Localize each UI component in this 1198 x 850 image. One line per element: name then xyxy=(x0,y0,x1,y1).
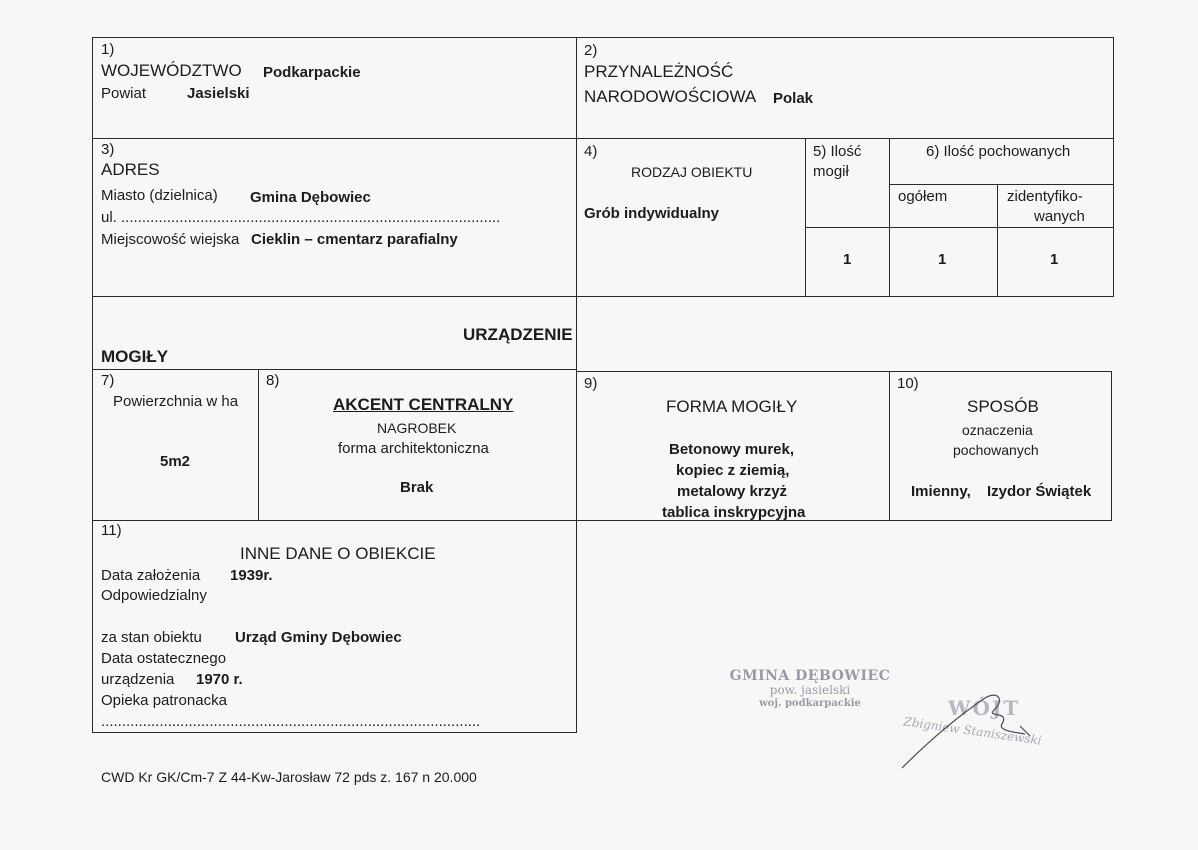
section-10-number: 10) xyxy=(897,375,919,392)
handwritten-signature xyxy=(890,690,1060,770)
pochowanych-label: pochowanych xyxy=(953,442,1039,458)
section-9-number: 9) xyxy=(584,375,598,392)
powierzchnia-value: 5m2 xyxy=(160,453,191,470)
zidentyfikowanych-label-1: zidentyfiko- xyxy=(1007,188,1083,205)
stamp-line-2: pow. jasielski xyxy=(769,683,851,697)
stamp-line-3: woj. podkarpackie xyxy=(759,698,861,709)
urzadzenia-label: urządzenia xyxy=(101,671,175,688)
sposob-value-1: Imienny, xyxy=(911,483,971,500)
powiat-label: Powiat xyxy=(101,85,147,102)
section-6-col-divider xyxy=(997,184,998,297)
section-7-box xyxy=(92,369,259,521)
data-ostatecznego-label: Data ostatecznego xyxy=(101,650,227,667)
sposob-label: SPOSÓB xyxy=(967,397,1039,416)
section-11-number: 11) xyxy=(101,522,122,539)
forma-mogily-line-4: tablica inskrypcyjna xyxy=(662,504,806,521)
przynaleznosc-label: PRZYNALEŻNOŚĆ xyxy=(584,62,734,81)
section-1-number: 1) xyxy=(101,41,115,58)
section-5-divider xyxy=(805,227,890,228)
za-stan-value: Urząd Gminy Dębowiec xyxy=(235,629,402,646)
forma-mogily-label: FORMA MOGIŁY xyxy=(666,397,798,416)
opieka-patronacka-label: Opieka patronacka xyxy=(101,692,227,709)
urzadzenie-label: URZĄDZENIE xyxy=(463,325,573,344)
data-ostatecznego-value: 1970 r. xyxy=(196,671,243,688)
oznaczenia-label: oznaczenia xyxy=(962,422,1033,438)
powiat-value: Jasielski xyxy=(187,85,250,102)
odpowiedzialny-label: Odpowiedzialny xyxy=(101,587,207,604)
forma-mogily-line-1: Betonowy murek, xyxy=(669,441,795,458)
forma-architektoniczna-label: forma architektoniczna xyxy=(338,440,489,457)
adres-title: ADRES xyxy=(101,160,160,179)
section-2-number: 2) xyxy=(584,42,598,59)
wojt-stamp-title: WÓJT xyxy=(948,696,1021,720)
wojewodztwo-label: WOJEWÓDZTWO xyxy=(101,61,242,80)
miejscowosc-label: Miejscowość wiejska xyxy=(101,231,240,248)
ilosc-mogil-label: 5) Ilość xyxy=(813,143,862,160)
mogil-label: mogił xyxy=(813,163,849,180)
forma-mogily-line-2: kopiec z ziemią, xyxy=(676,462,790,479)
municipality-stamp xyxy=(720,668,900,710)
forma-mogily-line-3: metalowy krzyż xyxy=(677,483,788,500)
rodzaj-obiektu-value: Grób indywidualny xyxy=(584,205,720,222)
nagrobek-label: NAGROBEK xyxy=(377,420,457,436)
signatory-name: Zbigniew Staniszewski xyxy=(902,714,1043,748)
data-zalozenia-label: Data założenia xyxy=(101,567,201,584)
section-6-row-divider xyxy=(889,227,1114,228)
section-6-header-divider xyxy=(889,184,1114,185)
mogily-label: MOGIŁY xyxy=(101,347,169,366)
rodzaj-obiektu-label: RODZAJ OBIEKTU xyxy=(631,164,753,180)
footer-print-code: CWD Kr GK/Cm-7 Z 44-Kw-Jarosław 72 pds z. 167 n 20.000 xyxy=(101,769,477,785)
data-zalozenia-value: 1939r. xyxy=(230,567,273,584)
powierzchnia-label: Powierzchnia w ha xyxy=(113,393,239,410)
wojewodztwo-value: Podkarpackie xyxy=(263,64,361,81)
miasto-label: Miasto (dzielnica) xyxy=(101,187,218,204)
sposob-value-2: Izydor Świątek xyxy=(987,483,1092,500)
section-4-number: 4) xyxy=(584,143,598,160)
section-8-number: 8) xyxy=(266,372,280,389)
section-5-box xyxy=(805,138,890,297)
narodowosc-value: Polak xyxy=(773,90,814,107)
ogolem-value: 1 xyxy=(938,251,947,268)
ilosc-pochowanych-label: 6) Ilość pochowanych xyxy=(926,143,1071,160)
miasto-value: Gmina Dębowiec xyxy=(250,189,371,206)
za-stan-label: za stan obiektu xyxy=(101,629,202,646)
akcent-centralny-label: AKCENT CENTRALNY xyxy=(333,395,514,414)
zidentyfikowanych-value: 1 xyxy=(1050,251,1059,268)
section-7-number: 7) xyxy=(101,372,115,389)
opieka-patronacka-dots: ........................................................................................... xyxy=(101,713,481,730)
ogolem-label: ogółem xyxy=(898,188,948,205)
akcent-centralny-value: Brak xyxy=(400,479,434,496)
miejscowosc-value: Cieklin – cmentarz parafialny xyxy=(251,231,458,248)
ilosc-mogil-value: 1 xyxy=(843,251,852,268)
zidentyfikowanych-label-2: wanych xyxy=(1034,208,1085,225)
narodowosciowa-label: NARODOWOŚCIOWA xyxy=(584,87,757,106)
section-3-number: 3) xyxy=(101,141,115,158)
inne-dane-title: INNE DANE O OBIEKCIE xyxy=(240,544,436,563)
stamp-line-1: GMINA DĘBOWIEC xyxy=(729,668,891,684)
ul-label: ul. ........................................................................................... xyxy=(101,209,501,226)
section-1-box xyxy=(92,37,577,139)
